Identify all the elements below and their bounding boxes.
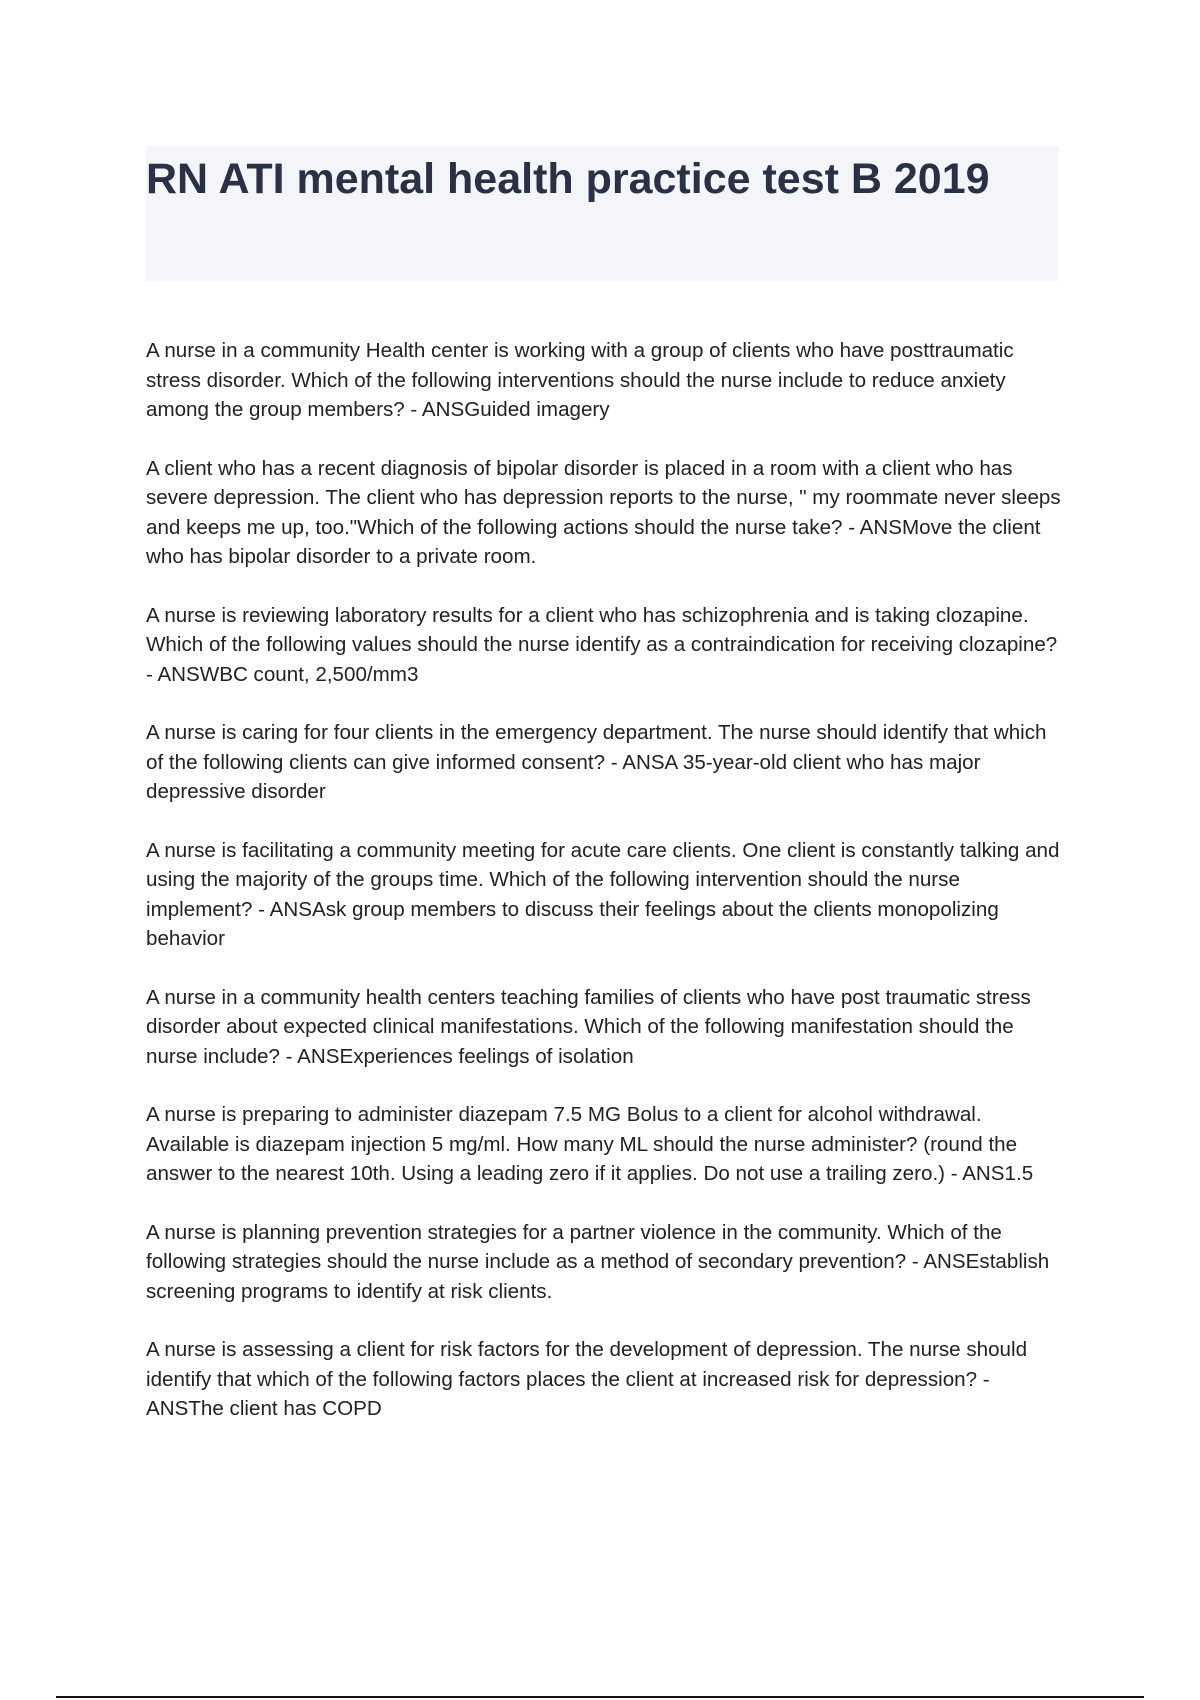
page-bottom-divider <box>56 1696 1144 1698</box>
question-item: A client who has a recent diagnosis of bipolar disorder is placed in a room with a client who has severe depression. The client who has depression reports to the nurse, " my roommate never sleeps and keeps me up, too."Which of the following actions should the nurse take? - ANSMove the client who has bipolar disorder to a private room. <box>146 456 1061 568</box>
title-banner <box>146 146 1058 281</box>
question-item: A nurse is caring for four clients in the emergency department. The nurse should identify that which of the following clients can give informed consent? - ANSA 35-year-old client who has major depressive disorder <box>146 721 1047 803</box>
question-item: A nurse is assessing a client for risk factors for the development of depression. The nurse should identify that which of the following factors places the client at increased risk for depression? - ANSThe client has COPD <box>146 1338 1028 1420</box>
question-item: A nurse in a community Health center is working with a group of clients who have posttraumatic stress disorder. Which of the following interventions should the nurse include to reduce anxiety among the group members? - ANSGuided imagery <box>146 339 1014 421</box>
question-item: A nurse in a community health centers teaching families of clients who have post traumatic stress disorder about expected clinical manifestations. Which of the following manifestation should the nurse include? - ANSExperiences feelings of isolation <box>146 985 1031 1068</box>
question-list <box>146 336 1061 1453</box>
question-item: A nurse is facilitating a community meeting for acute care clients. One client is constantly talking and using the majority of the groups time. Which of the following intervention should the nurse implement? - ANSAsk group members to discuss their feelings about the clients monopolizing behavior <box>146 838 1060 950</box>
question-item: A nurse is reviewing laboratory results for a client who has schizophrenia and is taking clozapine. Which of the following values should the nurse identify as a contraindication for receiving clozapine? - ANSWBC count, 2,500/mm3 <box>146 603 1058 686</box>
question-item: A nurse is preparing to administer diazepam 7.5 MG Bolus to a client for alcohol withdrawal. Available is diazepam injection 5 mg/ml. How many ML should the nurse administer? (round the answer to the nearest 10th. Using a leading zero if it applies. Do not use a trailing zero.) - ANS1.5 <box>146 1103 1034 1185</box>
page-title: RN ATI mental health practice test B 2019 <box>146 155 990 203</box>
question-item: A nurse is planning prevention strategies for a partner violence in the community. Which of the following strategies should the nurse include as a method of secondary prevention? - ANSEstablish screening programs to identify at risk clients. <box>146 1220 1050 1303</box>
